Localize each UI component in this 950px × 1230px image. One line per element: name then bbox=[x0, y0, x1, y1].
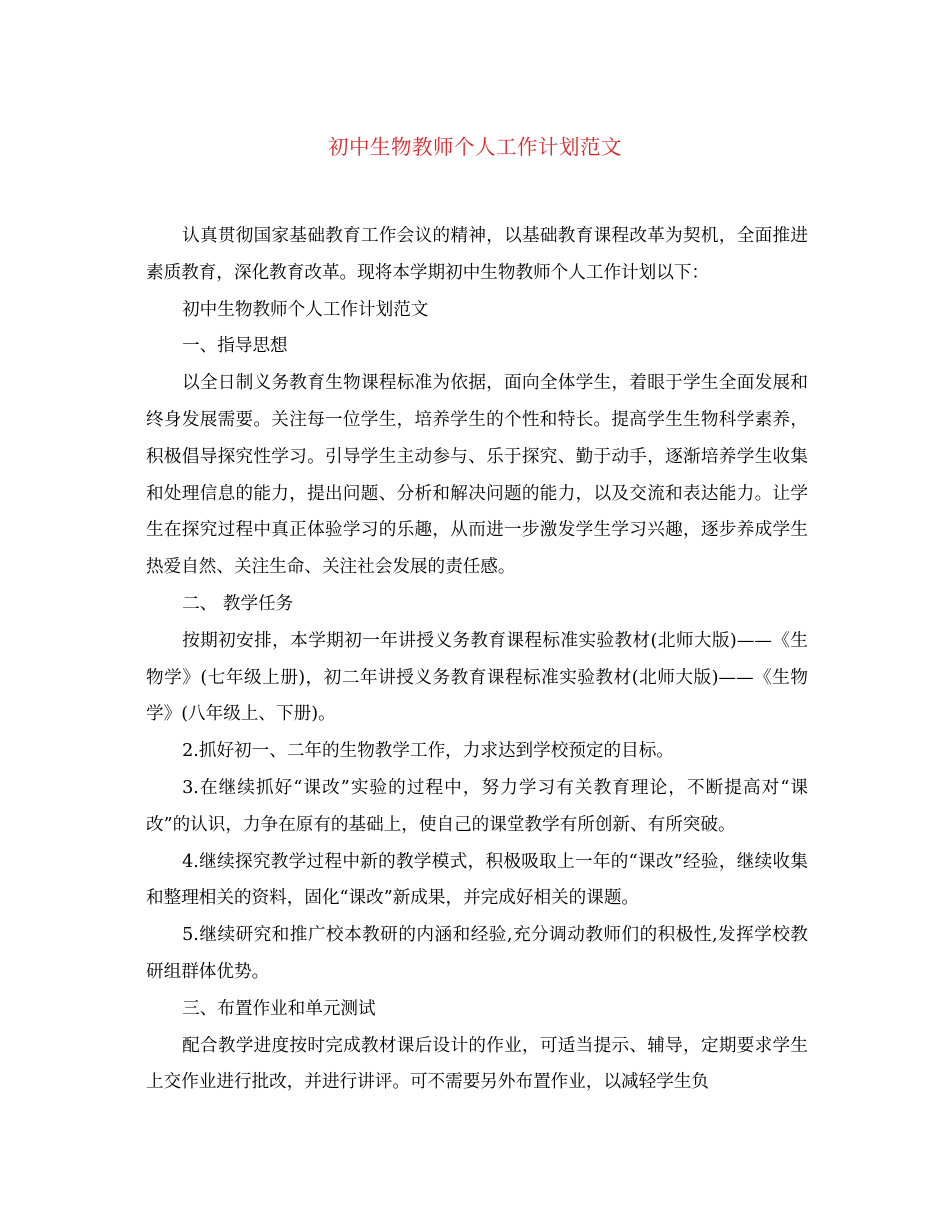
paragraph-teaching-tasks: 按期初安排，本学期初一年讲授义务教育课程标准实验教材(北师大版)——《生物学》(七年级上册)，初二年讲授义务教育课程标准实验教材(北师大版)——《生物学》(八年级上、下册)。 bbox=[146, 630, 808, 725]
paragraph-guiding-thought: 以全日制义务教育生物课程标准为依据，面向全体学生，着眼于学生全面发展和终身发展需要。关注每一位学生，培养学生的个性和特长。提高学生生物科学素养，积极倡导探究性学习。引导学生主动参与、乐于探究、勤于动手，逐渐培养学生收集和处理信息的能力，提出问题、分析和解决问题的能力，以及交流和表达能力。让学生在探究过程中真正体验学习的乐趣，从而进一步激发学生学习兴趣，逐步养成学生热爱自然、关注生命、关注社会发展的责任感。 bbox=[146, 373, 808, 578]
document-title: 初中生物教师个人工作计划范文 bbox=[328, 135, 622, 159]
paragraph-intro: 认真贯彻国家基础教育工作会议的精神，以基础教育课程改革为契机，全面推进素质教育，深化教育改革。现将本学期初中生物教师个人工作计划以下： bbox=[146, 226, 808, 283]
paragraph-homework: 配合教学进度按时完成教材课后设计的作业，可适当提示、辅导，定期要求学生上交作业进行批改，并进行讲评。可不需要另外布置作业，以减轻学生负 bbox=[146, 1035, 808, 1093]
section-heading-teaching-tasks: 二、 教学任务 bbox=[182, 593, 294, 614]
section-heading-homework: 三、布置作业和单元测试 bbox=[182, 998, 376, 1019]
list-item-4: 4.继续探究教学过程中新的教学模式，积极吸取上一年的“课改”经验，继续收集和整理相关的资料，固化“课改”新成果，并完成好相关的课题。 bbox=[146, 851, 808, 909]
list-item-3: 3.在继续抓好“课改”实验的过程中，努力学习有关教育理论，不断提高对“课改”的认识，力争在原有的基础上，使自己的课堂教学有所创新、有所突破。 bbox=[146, 777, 808, 835]
list-item-2: 2.抓好初一、二年的生物教学工作，力求达到学校预定的目标。 bbox=[182, 741, 674, 762]
section-heading-guiding-thought: 一、指导思想 bbox=[182, 336, 288, 357]
paragraph-subtitle: 初中生物教师个人工作计划范文 bbox=[182, 299, 429, 320]
list-item-5: 5.继续研究和推广校本教研的内涵和经验,充分调动教师们的积极性,发挥学校教研组群体优势。 bbox=[146, 925, 808, 982]
document-body bbox=[146, 218, 808, 1101]
